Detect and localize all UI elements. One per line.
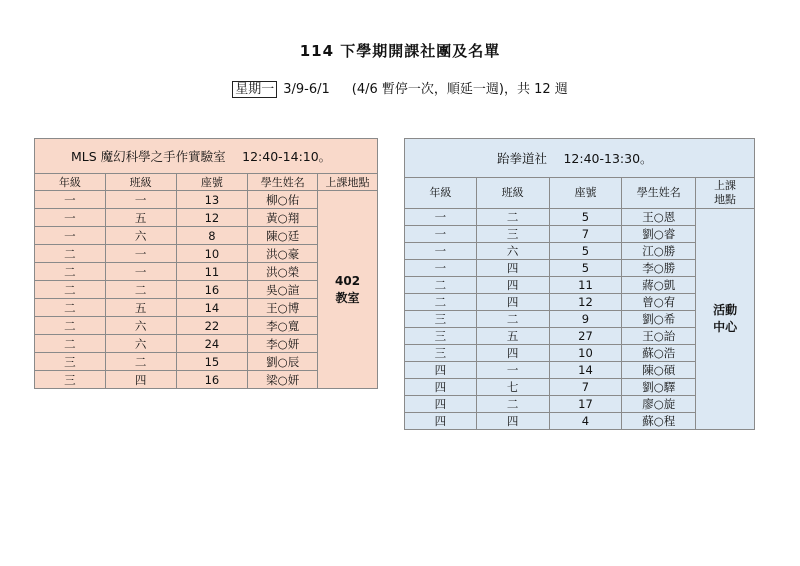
location-line: 活動 [713,303,738,317]
table-cell: 劉○驛 [622,379,696,396]
table-cell: 10 [176,245,248,263]
table-cell: 12 [549,294,622,311]
table-cell: 李○寬 [248,317,318,335]
table-cell: 劉○睿 [622,226,696,243]
table-cell: 三 [35,353,106,371]
table-cell: 二 [35,335,106,353]
table-cell: 二 [35,299,106,317]
column-header: 學生姓名 [248,174,318,191]
location-line: 中心 [713,320,738,334]
table-cell: 廖○旋 [622,396,696,413]
club-table-science [34,138,378,389]
table-cell: 27 [549,328,622,345]
location-line: 教室 [335,290,360,305]
table-cell: 蘇○程 [622,413,696,430]
table-cell: 四 [476,277,549,294]
table-cell: 李○勝 [622,260,696,277]
table-cell: 吳○諠 [248,281,318,299]
table-cell: 曾○宥 [622,294,696,311]
table-cell: 24 [176,335,248,353]
location-header-line: 地點 [714,193,737,206]
schedule-note: (4/6 暫停一次，順延一週)，共 12 週 [351,82,568,97]
table-cell: 四 [476,294,549,311]
table-cell: 一 [405,226,477,243]
table-cell: 22 [176,317,248,335]
column-header: 年級 [35,174,106,191]
column-header: 上課地點 [318,174,378,191]
table-cell: 一 [405,260,477,277]
table-cell: 14 [549,362,622,379]
table-cell: 王○詒 [622,328,696,345]
table-cell: 四 [405,413,477,430]
table-cell: 5 [549,209,622,226]
table-cell: 12 [176,209,248,227]
table-cell: 二 [35,245,106,263]
table-cell: 王○博 [248,299,318,317]
table-cell: 二 [105,353,176,371]
schedule-line [0,78,800,97]
table-cell: 四 [476,260,549,277]
table-cell: 四 [405,396,477,413]
location-header-line: 上課 [714,179,737,192]
column-header: 學生姓名 [622,178,696,209]
table-cell: 5 [549,243,622,260]
table-cell: 劉○希 [622,311,696,328]
table-cell: 二 [476,311,549,328]
table-cell: 8 [176,227,248,245]
table-cell: 蘇○浩 [622,345,696,362]
table-row [405,209,755,226]
table-cell: 四 [405,362,477,379]
table-cell: 11 [549,277,622,294]
table-cell: 二 [405,277,477,294]
table-cell: 16 [176,281,248,299]
location-cell [318,191,378,389]
table-cell: 王○恩 [622,209,696,226]
table-cell: 梁○妍 [248,371,318,389]
table-cell: 陳○廷 [248,227,318,245]
date-range: 3/9-6/1 [283,82,330,97]
table-cell: 四 [476,413,549,430]
day-box: 星期一 [232,81,277,98]
table-cell: 7 [549,226,622,243]
column-header-location [696,178,755,209]
table-cell: 17 [549,396,622,413]
table-cell: 蔣○凱 [622,277,696,294]
table-cell: 黃○翔 [248,209,318,227]
table-cell: 四 [476,345,549,362]
table-cell: 一 [35,209,106,227]
table-cell: 三 [405,328,477,345]
table-cell: 六 [105,317,176,335]
table-cell: 江○勝 [622,243,696,260]
table-cell: 二 [35,281,106,299]
table-cell: 五 [105,299,176,317]
table-cell: 一 [35,227,106,245]
table-cell: 一 [105,245,176,263]
location-cell [696,209,755,430]
table-cell: 洪○豪 [248,245,318,263]
table-cell: 一 [405,243,477,260]
table-cell: 洪○榮 [248,263,318,281]
table-cell: 9 [549,311,622,328]
table-cell: 三 [35,371,106,389]
table-cell: 13 [176,191,248,209]
table-cell: 六 [105,335,176,353]
page-title: 114 下學期開課社團及名單 [299,42,501,60]
table-cell: 一 [476,362,549,379]
table-cell: 15 [176,353,248,371]
table-cell: 五 [105,209,176,227]
table-cell: 五 [476,328,549,345]
table-cell: 四 [405,379,477,396]
table-cell: 10 [549,345,622,362]
table-cell: 七 [476,379,549,396]
table-cell: 5 [549,260,622,277]
table-cell: 三 [405,345,477,362]
table-cell: 7 [549,379,622,396]
table-cell: 4 [549,413,622,430]
table-cell: 一 [405,209,477,226]
table-cell: 二 [405,294,477,311]
location-line: 402 [335,273,361,288]
column-header: 年級 [405,178,477,209]
table-cell: 14 [176,299,248,317]
table-cell: 李○妍 [248,335,318,353]
table-cell: 六 [476,243,549,260]
table-cell: 二 [35,263,106,281]
table-cell: 一 [35,191,106,209]
table-cell: 三 [405,311,477,328]
club-header: 跆拳道社 12:40-13:30。 [405,139,755,178]
table-cell: 二 [105,281,176,299]
table-cell: 劉○辰 [248,353,318,371]
club-header: MLS 魔幻科學之手作實驗室 12:40-14:10。 [35,139,378,174]
table-cell: 二 [35,317,106,335]
table-cell: 一 [105,191,176,209]
column-header: 座號 [549,178,622,209]
table-cell: 11 [176,263,248,281]
table-cell: 三 [476,226,549,243]
column-header: 班級 [476,178,549,209]
table-cell: 四 [105,371,176,389]
table-cell: 16 [176,371,248,389]
table-cell: 柳○佑 [248,191,318,209]
table-cell: 陳○碩 [622,362,696,379]
table-cell: 一 [105,263,176,281]
column-header: 座號 [176,174,248,191]
table-cell: 二 [476,396,549,413]
column-header: 班級 [105,174,176,191]
table-cell: 二 [476,209,549,226]
table-row [35,191,378,209]
table-cell: 六 [105,227,176,245]
club-table-taekwondo [404,138,755,430]
